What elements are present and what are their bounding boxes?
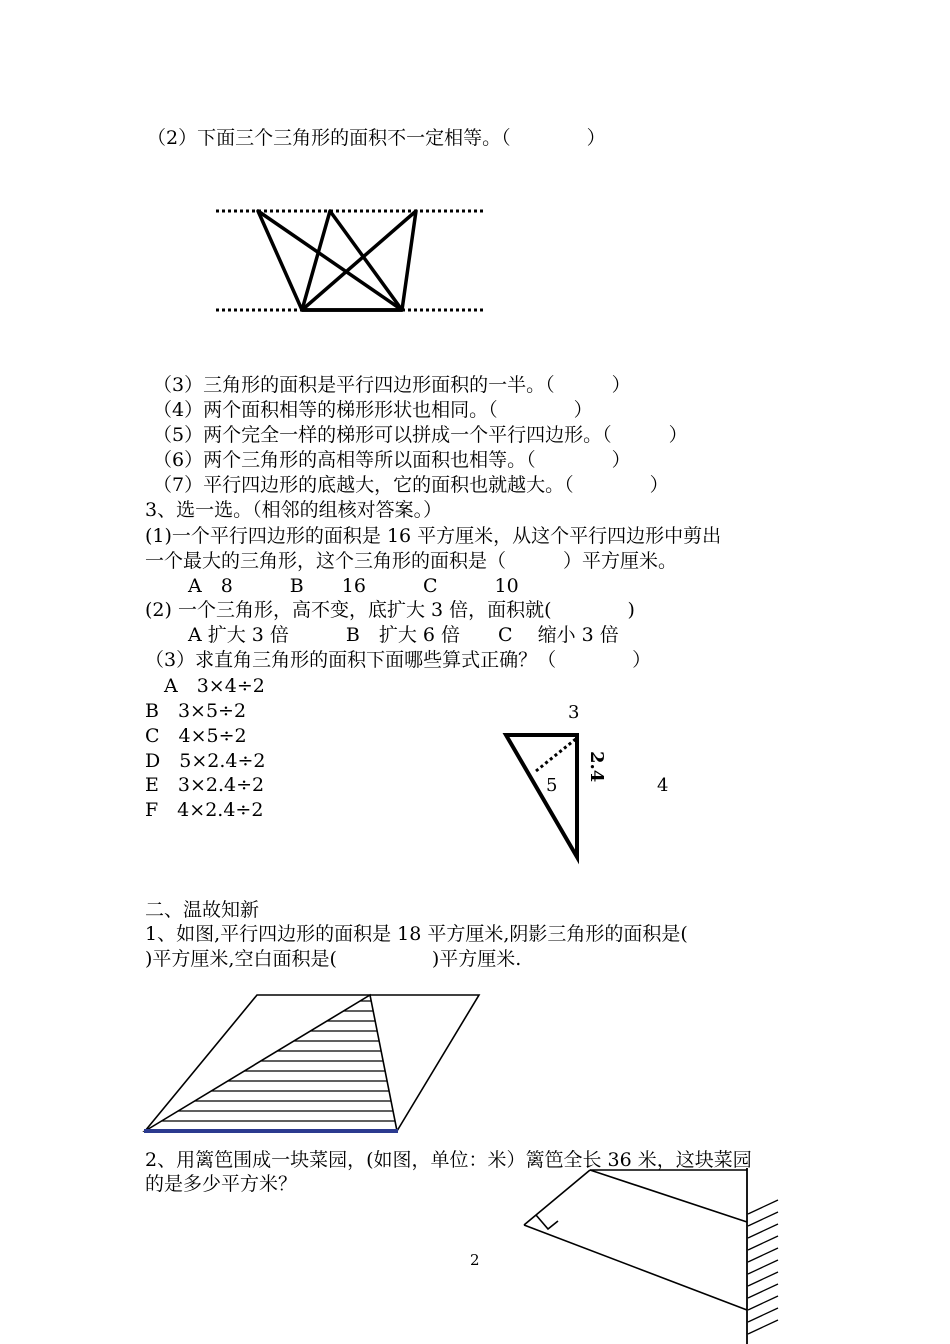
- judge-item-3: （3）三角形的面积是平行四边形面积的一半。（ ）: [153, 374, 631, 396]
- label-top: 3: [568, 702, 580, 723]
- page-number: 2: [470, 1251, 480, 1269]
- review2-line1: 2、用篱笆围成一块菜园，(如图，单位：米）篱笆全长 36 米，这块菜园: [145, 1149, 752, 1171]
- review2-line2: 的是多少平方米？: [145, 1173, 298, 1195]
- garden-slant-edge: [524, 1170, 590, 1225]
- judge-item-4: （4）两个面积相等的梯形形状也相同。（ ）: [153, 399, 593, 421]
- wall-hatching: [748, 1200, 778, 1334]
- garden-diagonal: [590, 1170, 747, 1222]
- choice1-line1: (1)一个平行四边形的面积是 16 平方厘米，从这个平行四边形中剪出: [145, 525, 722, 547]
- review1-line2: )平方厘米,空白面积是( )平方厘米.: [145, 948, 522, 970]
- choice3-question: （3）求直角三角形的面积下面哪些算式正确？（ ）: [145, 649, 652, 671]
- choice1-line2: 一个最大的三角形，这个三角形的面积是（ ）平方厘米。: [145, 550, 678, 572]
- garden-bottom-edge: [524, 1225, 747, 1310]
- judge-item-5: （5）两个完全一样的梯形可以拼成一个平行四边形。（ ）: [153, 424, 688, 446]
- choice2-options: A 扩大 3 倍 B 扩大 6 倍 C 缩小 3 倍: [188, 624, 619, 646]
- choice3-option-d: D 5×2.4÷2: [145, 750, 266, 772]
- choice1-options: A 8 B 16 C 10: [188, 575, 519, 597]
- label-side: 4: [657, 775, 669, 796]
- judge-item-6: （6）两个三角形的高相等所以面积也相等。（ ）: [153, 449, 631, 471]
- judge-item-7: （7）平行四边形的底越大，它的面积也就越大。（ ）: [153, 474, 669, 496]
- right-angle-mark: [536, 1215, 558, 1229]
- choice3-option-f: F 4×2.4÷2: [145, 799, 264, 821]
- section3-title: 3、选一选。（相邻的组核对答案。）: [145, 499, 443, 521]
- q2-judge: （2）下面三个三角形的面积不一定相等。（ ）: [147, 127, 606, 149]
- choice3-option-a: A 3×4÷2: [145, 675, 265, 697]
- label-hyp: 5: [546, 775, 558, 796]
- label-height: 2.4: [586, 751, 607, 783]
- choice3-option-e: E 3×2.4÷2: [145, 774, 265, 796]
- choice3-option-b: B 3×5÷2: [145, 700, 247, 722]
- choice3-option-c: C 4×5÷2: [145, 725, 247, 747]
- section2-title: 二、温故知新: [145, 899, 260, 921]
- choice2-line1: (2) 一个三角形，高不变，底扩大 3 倍，面积就( ): [145, 599, 635, 621]
- review1-line1: 1、如图,平行四边形的面积是 18 平方厘米,阴影三角形的面积是(: [145, 923, 688, 945]
